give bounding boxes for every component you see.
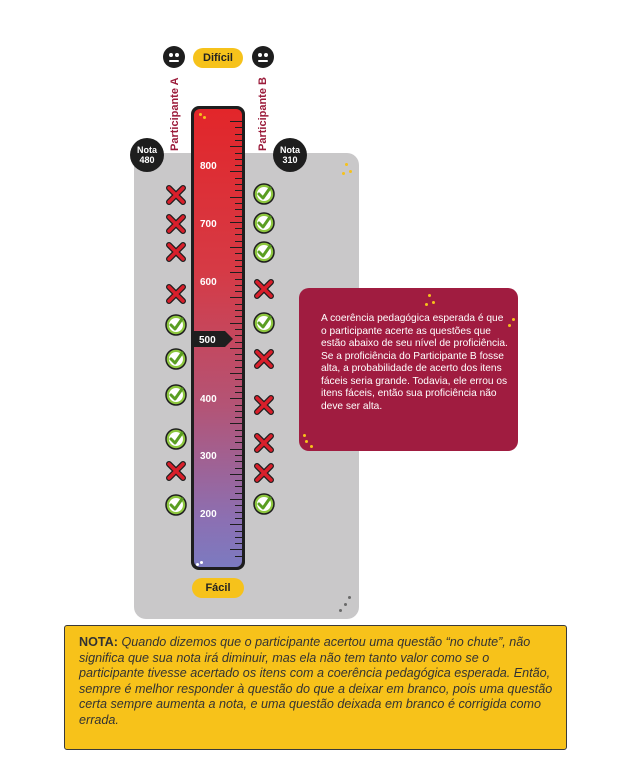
decorative-dot bbox=[203, 116, 206, 119]
scale-tick bbox=[235, 367, 242, 368]
decorative-dot bbox=[349, 170, 352, 173]
scale-tick bbox=[235, 505, 242, 506]
scale-tick bbox=[235, 291, 242, 292]
scale-label: 700 bbox=[200, 219, 217, 230]
scale-tick bbox=[235, 531, 242, 532]
check-icon bbox=[165, 494, 187, 516]
scale-tick bbox=[235, 417, 242, 418]
scale-tick bbox=[230, 297, 242, 298]
decorative-dot bbox=[432, 301, 435, 304]
scale-tick bbox=[230, 474, 242, 475]
nota-a-badge bbox=[130, 138, 164, 172]
scale-tick bbox=[235, 430, 242, 431]
scale-tick bbox=[235, 241, 242, 242]
scale-tick bbox=[230, 197, 242, 198]
scale-tick bbox=[230, 323, 242, 324]
check-icon bbox=[165, 348, 187, 370]
scale-tick bbox=[235, 203, 242, 204]
scale-label: 400 bbox=[200, 394, 217, 405]
scale-label: 600 bbox=[200, 277, 217, 288]
check-icon bbox=[165, 384, 187, 406]
check-icon bbox=[165, 428, 187, 450]
score-marker bbox=[191, 331, 233, 347]
nota-b-value: 310 bbox=[282, 155, 298, 165]
scale-tick bbox=[235, 556, 242, 557]
note-text: Quando dizemos que o participante acertou uma questão “no chute”, não significa que sua nota irá diminuir, mas ela não tem tanto valor como se o participante tivesse acertado os itens com a coerência pedagógica esperada. Então, sempre é melhor responder à questão do que a deixar em branco, pois uma questão certa sempre aumenta a nota, e uma questão deixada em branco é corrigida como errada. bbox=[79, 635, 553, 727]
scale-tick bbox=[235, 228, 242, 229]
note-label: NOTA: bbox=[79, 635, 118, 649]
scale-tick bbox=[235, 543, 242, 544]
scale-label: 300 bbox=[200, 451, 217, 462]
scale-tick bbox=[235, 140, 242, 141]
scale-tick bbox=[230, 171, 242, 172]
scale-tick bbox=[235, 512, 242, 513]
scale-tick bbox=[235, 159, 242, 160]
scale-tick bbox=[230, 549, 242, 550]
decorative-dot bbox=[428, 294, 431, 297]
scale-tick bbox=[230, 146, 242, 147]
x-icon bbox=[165, 283, 187, 305]
check-icon bbox=[253, 493, 275, 515]
scale-tick bbox=[235, 190, 242, 191]
x-icon bbox=[253, 432, 275, 454]
participant-b-face-icon bbox=[252, 46, 274, 68]
decorative-dot bbox=[303, 434, 306, 437]
scale-tick bbox=[235, 184, 242, 185]
check-icon bbox=[165, 314, 187, 336]
x-icon bbox=[253, 462, 275, 484]
scale-tick bbox=[235, 493, 242, 494]
scale-tick bbox=[235, 329, 242, 330]
scale-tick bbox=[235, 127, 242, 128]
scale-tick bbox=[235, 442, 242, 443]
scale-tick bbox=[230, 247, 242, 248]
scale-tick bbox=[230, 121, 242, 122]
decorative-dot bbox=[425, 303, 428, 306]
scale-tick bbox=[235, 316, 242, 317]
participant-a-face-icon bbox=[163, 46, 185, 68]
decorative-dot bbox=[344, 603, 347, 606]
scale-tick bbox=[235, 480, 242, 481]
scale-tick bbox=[235, 486, 242, 487]
scale-tick bbox=[230, 449, 242, 450]
x-icon bbox=[165, 460, 187, 482]
participant-b-label: Participante B bbox=[257, 77, 269, 151]
scale-tick bbox=[230, 423, 242, 424]
decorative-dot bbox=[348, 596, 351, 599]
check-icon bbox=[253, 212, 275, 234]
scale-tick bbox=[235, 360, 242, 361]
scale-tick bbox=[235, 260, 242, 261]
participant-a-label: Participante A bbox=[169, 77, 181, 151]
check-icon bbox=[253, 312, 275, 334]
decorative-dot bbox=[342, 172, 345, 175]
scale-tick bbox=[235, 285, 242, 286]
scale-tick bbox=[230, 524, 242, 525]
difficult-pill: Difícil bbox=[193, 48, 243, 68]
x-icon bbox=[253, 348, 275, 370]
scale-tick bbox=[235, 468, 242, 469]
x-icon bbox=[253, 278, 275, 300]
scale-tick bbox=[230, 348, 242, 349]
x-icon bbox=[165, 213, 187, 235]
scale-tick bbox=[235, 392, 242, 393]
scale-label: 800 bbox=[200, 161, 217, 172]
scale-tick bbox=[235, 379, 242, 380]
decorative-dot bbox=[339, 609, 342, 612]
scale-tick bbox=[235, 335, 242, 336]
decorative-dot bbox=[345, 163, 348, 166]
check-icon bbox=[253, 241, 275, 263]
decorative-dot bbox=[199, 113, 202, 116]
scale-tick bbox=[235, 455, 242, 456]
scale-tick bbox=[235, 209, 242, 210]
scale-tick bbox=[235, 436, 242, 437]
scale-tick bbox=[235, 386, 242, 387]
scale-tick bbox=[230, 222, 242, 223]
scale-tick bbox=[235, 461, 242, 462]
scale-tick bbox=[230, 373, 242, 374]
scale-tick bbox=[235, 178, 242, 179]
scale-tick bbox=[235, 518, 242, 519]
scale-tick bbox=[235, 216, 242, 217]
scale-tick bbox=[235, 134, 242, 135]
nota-b-title: Nota bbox=[280, 145, 300, 155]
nota-a-title: Nota bbox=[137, 145, 157, 155]
scale-tick bbox=[235, 354, 242, 355]
scale-tick bbox=[235, 153, 242, 154]
decorative-dot bbox=[310, 445, 313, 448]
score-marker-label: 500 bbox=[199, 335, 216, 346]
note-box bbox=[64, 625, 567, 750]
scale-tick bbox=[235, 411, 242, 412]
scale-tick bbox=[235, 304, 242, 305]
decorative-dot bbox=[196, 563, 199, 566]
scale-label: 200 bbox=[200, 509, 217, 520]
scale-tick bbox=[235, 342, 242, 343]
scale-tick bbox=[235, 537, 242, 538]
scale-tick bbox=[235, 165, 242, 166]
decorative-dot bbox=[512, 318, 515, 321]
x-icon bbox=[253, 394, 275, 416]
scale-tick bbox=[235, 234, 242, 235]
scale-tick bbox=[230, 499, 242, 500]
nota-a-value: 480 bbox=[139, 155, 155, 165]
check-icon bbox=[253, 183, 275, 205]
scale-tick bbox=[235, 310, 242, 311]
decorative-dot bbox=[508, 324, 511, 327]
coherence-callout bbox=[299, 288, 518, 451]
scale-tick bbox=[235, 279, 242, 280]
x-icon bbox=[165, 241, 187, 263]
callout-text: A coerência pedagógica esperada é que o participante acerte as questões que estão abaixo de seu nível de proficiência. Se a proficiência do Participante B fosse alta, a probabilidade de acerto dos itens fáceis seria grande. Todavia, ele errou os itens fáceis, então sua proficiência não deve ser alta. bbox=[321, 313, 508, 412]
scale-tick bbox=[235, 405, 242, 406]
scale-tick bbox=[235, 253, 242, 254]
nota-b-badge bbox=[273, 138, 307, 172]
scale-tick bbox=[230, 398, 242, 399]
x-icon bbox=[165, 184, 187, 206]
decorative-dot bbox=[200, 561, 203, 564]
scale-tick bbox=[235, 266, 242, 267]
scale-tick bbox=[230, 272, 242, 273]
decorative-dot bbox=[305, 440, 308, 443]
easy-pill: Fácil bbox=[192, 578, 244, 598]
